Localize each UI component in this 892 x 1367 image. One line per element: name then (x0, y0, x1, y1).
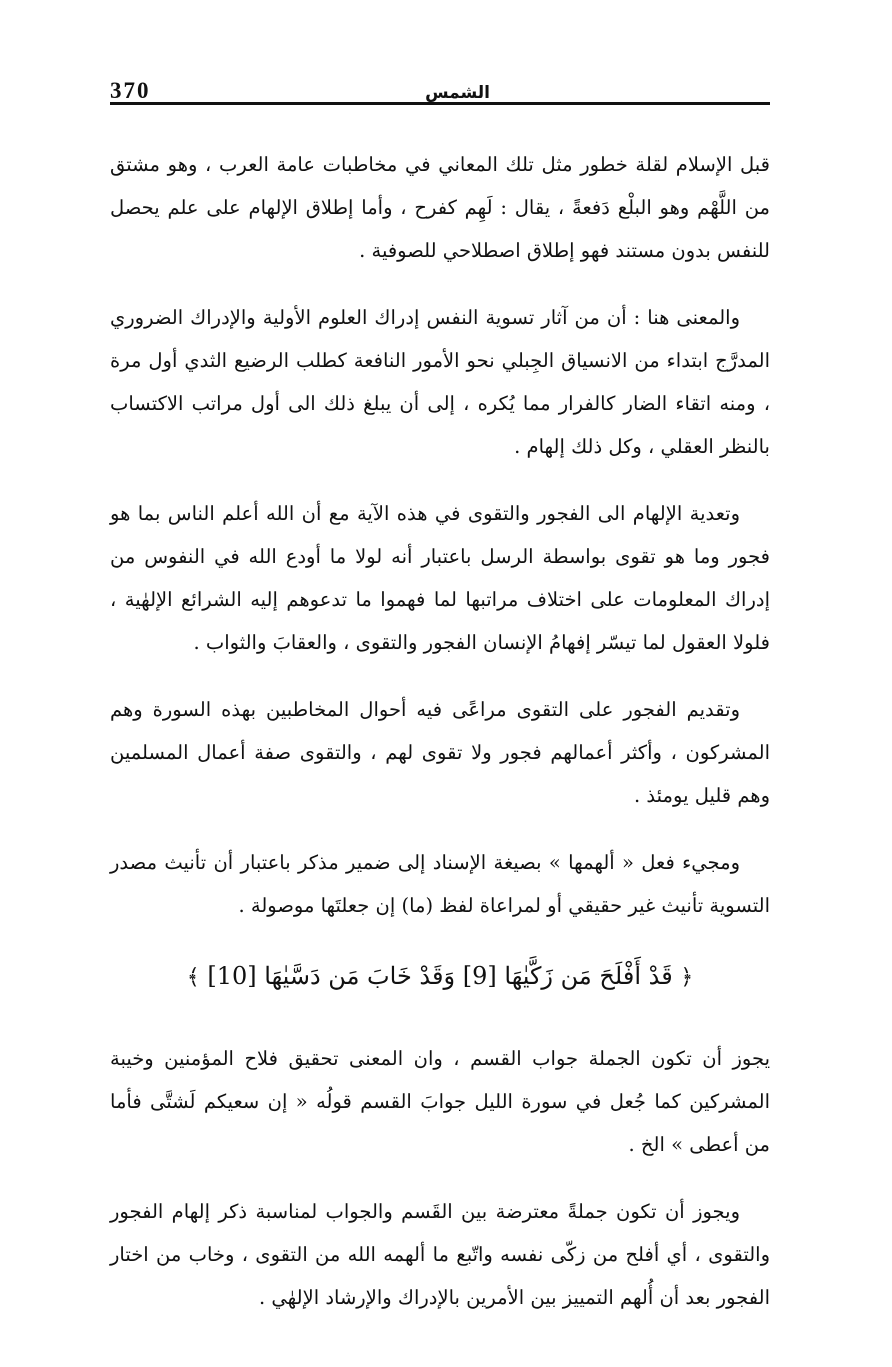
paragraph: وتعدية الإلهام الى الفجور والتقوى في هذه الآية مع أن الله أعلم الناس بما هو فجور وما هو تقوى بواسطة الرسل باعتبار أنه لولا ما أودع الله في النفوس من إدراك المعلومات على اختلاف مراتبها لما فهموا ما تدعوهم إليه الشرائع الإلهٰية ، فلولا العقول لما تيسّر إفهامُ الإنسان الفجور والتقوى ، والعقابَ والثواب . (110, 502, 770, 654)
quran-verse (110, 951, 770, 1003)
verse-number: [10] (207, 962, 257, 990)
verse-text: قَدْ أَفْلَحَ مَن زَكَّيٰهَا (504, 962, 673, 990)
header-rule (110, 102, 770, 105)
verse-text: وَقَدْ خَابَ مَن دَسَّيٰهَا (264, 962, 456, 990)
paragraph: يجوز أن تكون الجملة جواب القسم ، وان المعنى تحقيق فلاح المؤمنين وخيبة المشركين كما جُعل في سورة الليل جوابَ القسم قولُه « إن سعيكم لَشتَّى فأما من أعطى » الخ . (110, 1047, 770, 1156)
page-header (110, 58, 770, 102)
paragraph: ومجيء فعل « ألهمها » بصيغة الإسناد إلى ضمير مذكر باعتبار أن تأنيث مصدر التسوية تأنيث غير حقيقي أو لمراعاة لفظ (ما) إن جعلتَها موصولة . (110, 851, 770, 917)
paragraph: وتقديم الفجور على التقوى مراعًى فيه أحوال المخاطبين بهذه السورة وهم المشركون ، وأكثر أعمالهم فجور ولا تقوى لهم ، والتقوى صفة أعمال المسلمين وهم قليل يومئذ . (110, 698, 770, 807)
paragraph: قبل الإسلام لقلة خطور مثل تلك المعاني في مخاطبات عامة العرب ، وهو مشتق من اللَّهْم وهو البلْع دَفعةً ، يقال : لَهِم كفرح ، وأما إطلاق الإلهام على علم يحصل للنفس بدون مستند فهو إطلاق اصطلاحي للصوفية . (110, 153, 770, 262)
verse-close-bracket: ﴾ (186, 965, 200, 990)
paragraph: ويجوز أن تكون جملةً معترضة بين القَسم والجواب لمناسبة ذكر إلهام الفجور والتقوى ، أي أفلح من زكّى نفسه واتّبع ما ألهمه الله من التقوى ، وخاب من اختار الفجور بعد أن أُلهم التمييز بين الأمرين بالإدراك والإرشاد الإلهٰي . (110, 1200, 770, 1309)
verse-open-bracket: ﴿ (680, 965, 694, 990)
page-body (110, 143, 770, 1343)
paragraph: والمعنى هنا : أن من آثار تسوية النفس إدراك العلوم الأولية والإدراك الضروري المدرَّج ابتداء من الانسياق الجِبلي نحو الأمور النافعة كطلب الرضيع الثدي أول مرة ، ومنه اتقاء الضار كالفرار مما يُكره ، إلى أن يبلغ ذلك الى أول مراتب الاكتساب بالنظر العقلي ، وكل ذلك إلهام . (110, 306, 770, 458)
verse-number: [9] (462, 962, 497, 990)
running-title: الشمس (425, 83, 490, 103)
page-number: 370 (110, 78, 151, 103)
